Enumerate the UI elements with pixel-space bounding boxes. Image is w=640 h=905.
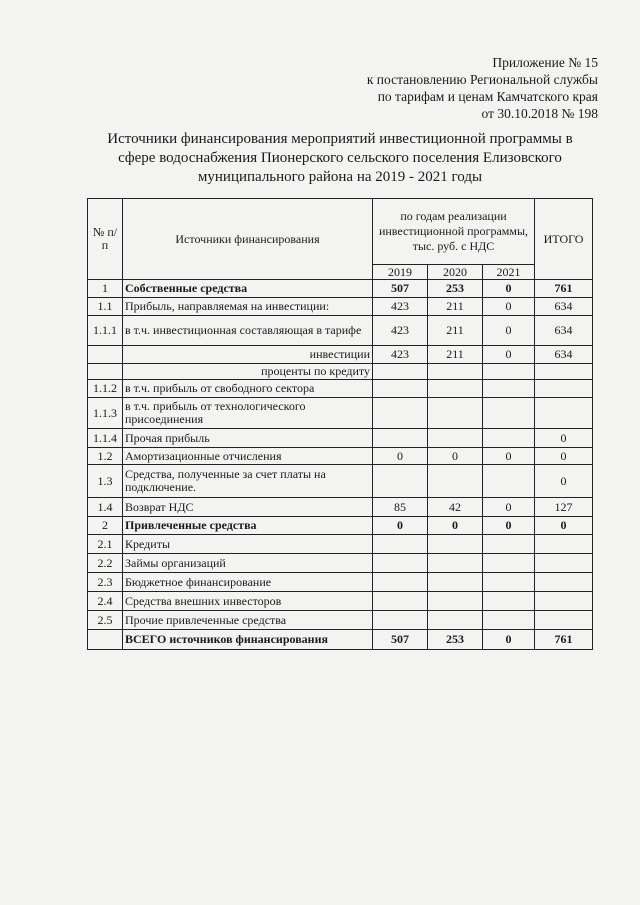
row-name: проценты по кредиту xyxy=(123,364,373,380)
row-2020 xyxy=(428,429,483,448)
row-name: в т.ч. прибыль от свободного сектора xyxy=(123,380,373,398)
table-row xyxy=(88,554,593,573)
row-2019 xyxy=(373,554,428,573)
row-num: 1.1.3 xyxy=(88,398,123,429)
row-total: 0 xyxy=(535,429,593,448)
table-row xyxy=(88,535,593,554)
row-name: в т.ч. прибыль от технологического присоединения xyxy=(123,398,373,429)
header-total: ИТОГО xyxy=(535,199,593,280)
row-2021: 0 xyxy=(483,298,535,316)
row-num: 1 xyxy=(88,280,123,298)
row-name: Привлеченные средства xyxy=(123,517,373,535)
row-2020 xyxy=(428,554,483,573)
row-2020: 211 xyxy=(428,298,483,316)
row-total xyxy=(535,611,593,630)
header-year-2019: 2019 xyxy=(373,265,428,280)
row-total: 0 xyxy=(535,517,593,535)
row-2020: 0 xyxy=(428,448,483,465)
header-period: по годам реализации инвестиционной программы, тыс. руб. с НДС xyxy=(373,199,535,265)
table-row xyxy=(88,448,593,465)
table-row xyxy=(88,364,593,380)
row-name: Амортизационные отчисления xyxy=(123,448,373,465)
row-total xyxy=(535,398,593,429)
row-num: 2.4 xyxy=(88,592,123,611)
row-2020: 211 xyxy=(428,346,483,364)
table-row xyxy=(88,592,593,611)
row-2020: 253 xyxy=(428,280,483,298)
row-2021 xyxy=(483,364,535,380)
annex-line-4: от 30.10.2018 № 198 xyxy=(481,106,598,121)
header-source: Источники финансирования xyxy=(123,199,373,280)
row-2019 xyxy=(373,364,428,380)
row-name: в т.ч. инвестиционная составляющая в тарифе xyxy=(123,316,373,346)
row-2020 xyxy=(428,611,483,630)
row-num: 1.4 xyxy=(88,498,123,517)
row-2021 xyxy=(483,429,535,448)
row-2019: 0 xyxy=(373,517,428,535)
title-line-1: Источники финансирования мероприятий инвестиционной программы в xyxy=(107,131,573,147)
table-row xyxy=(88,465,593,498)
row-2019: 85 xyxy=(373,498,428,517)
row-total: 0 xyxy=(535,465,593,498)
table-row xyxy=(88,316,593,346)
row-2019 xyxy=(373,380,428,398)
row-2020 xyxy=(428,535,483,554)
row-name: Кредиты xyxy=(123,535,373,554)
row-2021 xyxy=(483,573,535,592)
row-name: Бюджетное финансирование xyxy=(123,573,373,592)
row-2020 xyxy=(428,398,483,429)
header-num: № п/п xyxy=(88,199,123,280)
table-row xyxy=(88,298,593,316)
row-total xyxy=(535,535,593,554)
row-num: 2.1 xyxy=(88,535,123,554)
row-name: Собственные средства xyxy=(123,280,373,298)
annex-line-1: Приложение № 15 xyxy=(492,55,598,70)
row-2019: 507 xyxy=(373,280,428,298)
row-total: 0 xyxy=(535,448,593,465)
table-row xyxy=(88,611,593,630)
row-2019 xyxy=(373,398,428,429)
table-row xyxy=(88,517,593,535)
row-2019: 423 xyxy=(373,346,428,364)
annex-header xyxy=(367,54,598,122)
title-line-2: сфере водоснабжения Пионерского сельского поселения Елизовского xyxy=(118,150,562,166)
row-2019 xyxy=(373,429,428,448)
table-total-row xyxy=(88,630,593,650)
row-num: 2.5 xyxy=(88,611,123,630)
row-2021 xyxy=(483,398,535,429)
row-2019: 423 xyxy=(373,316,428,346)
row-name: инвестиции xyxy=(123,346,373,364)
row-total xyxy=(535,380,593,398)
row-name: Средства внешних инвесторов xyxy=(123,592,373,611)
row-num: 2.3 xyxy=(88,573,123,592)
row-2019: 507 xyxy=(373,630,428,650)
header-year-2020: 2020 xyxy=(428,265,483,280)
row-num: 1.1.1 xyxy=(88,316,123,346)
row-total: 761 xyxy=(535,280,593,298)
row-2019 xyxy=(373,535,428,554)
row-2021: 0 xyxy=(483,498,535,517)
table-row xyxy=(88,498,593,517)
row-name: Прочая прибыль xyxy=(123,429,373,448)
row-2021 xyxy=(483,611,535,630)
row-2019 xyxy=(373,465,428,498)
row-total: 634 xyxy=(535,346,593,364)
row-num: 1.1 xyxy=(88,298,123,316)
row-name: Средства, полученные за счет платы на подключение. xyxy=(123,465,373,498)
table-row xyxy=(88,380,593,398)
annex-line-3: по тарифам и ценам Камчатского края xyxy=(377,89,598,104)
row-name: Займы организаций xyxy=(123,554,373,573)
document-title xyxy=(90,130,590,187)
row-2019: 423 xyxy=(373,298,428,316)
row-2020 xyxy=(428,573,483,592)
row-num: 1.3 xyxy=(88,465,123,498)
row-total: 634 xyxy=(535,316,593,346)
financing-table xyxy=(87,198,593,650)
row-2019 xyxy=(373,592,428,611)
title-line-3: муниципального района на 2019 - 2021 годы xyxy=(197,169,483,185)
row-name: Возврат НДС xyxy=(123,498,373,517)
row-2020 xyxy=(428,465,483,498)
row-2019 xyxy=(373,573,428,592)
table-row xyxy=(88,346,593,364)
table-row xyxy=(88,429,593,448)
row-2021: 0 xyxy=(483,517,535,535)
table-row xyxy=(88,280,593,298)
row-2021: 0 xyxy=(483,448,535,465)
row-num xyxy=(88,630,123,650)
table-row xyxy=(88,573,593,592)
row-total: 127 xyxy=(535,498,593,517)
row-num: 1.1.2 xyxy=(88,380,123,398)
row-num: 1.2 xyxy=(88,448,123,465)
table-row xyxy=(88,398,593,429)
row-num xyxy=(88,364,123,380)
table-header-row xyxy=(88,199,593,265)
row-2021: 0 xyxy=(483,346,535,364)
row-2021 xyxy=(483,554,535,573)
row-2021 xyxy=(483,380,535,398)
row-2020 xyxy=(428,592,483,611)
row-name: ВСЕГО источников финансирования xyxy=(123,630,373,650)
header-year-2021: 2021 xyxy=(483,265,535,280)
row-total: 761 xyxy=(535,630,593,650)
row-2020: 211 xyxy=(428,316,483,346)
row-2020 xyxy=(428,364,483,380)
row-2021 xyxy=(483,465,535,498)
row-num xyxy=(88,346,123,364)
row-2020: 253 xyxy=(428,630,483,650)
row-2021 xyxy=(483,535,535,554)
row-total xyxy=(535,364,593,380)
row-num: 1.1.4 xyxy=(88,429,123,448)
row-name: Прочие привлеченные средства xyxy=(123,611,373,630)
row-2020: 0 xyxy=(428,517,483,535)
row-2021: 0 xyxy=(483,280,535,298)
row-num: 2.2 xyxy=(88,554,123,573)
row-total xyxy=(535,592,593,611)
row-total: 634 xyxy=(535,298,593,316)
annex-line-2: к постановлению Региональной службы xyxy=(366,72,598,87)
row-2021 xyxy=(483,592,535,611)
row-2020 xyxy=(428,380,483,398)
row-2021: 0 xyxy=(483,630,535,650)
row-2020: 42 xyxy=(428,498,483,517)
row-name: Прибыль, направляемая на инвестиции: xyxy=(123,298,373,316)
row-num: 2 xyxy=(88,517,123,535)
row-2019: 0 xyxy=(373,448,428,465)
row-2019 xyxy=(373,611,428,630)
row-2021: 0 xyxy=(483,316,535,346)
row-total xyxy=(535,573,593,592)
row-total xyxy=(535,554,593,573)
